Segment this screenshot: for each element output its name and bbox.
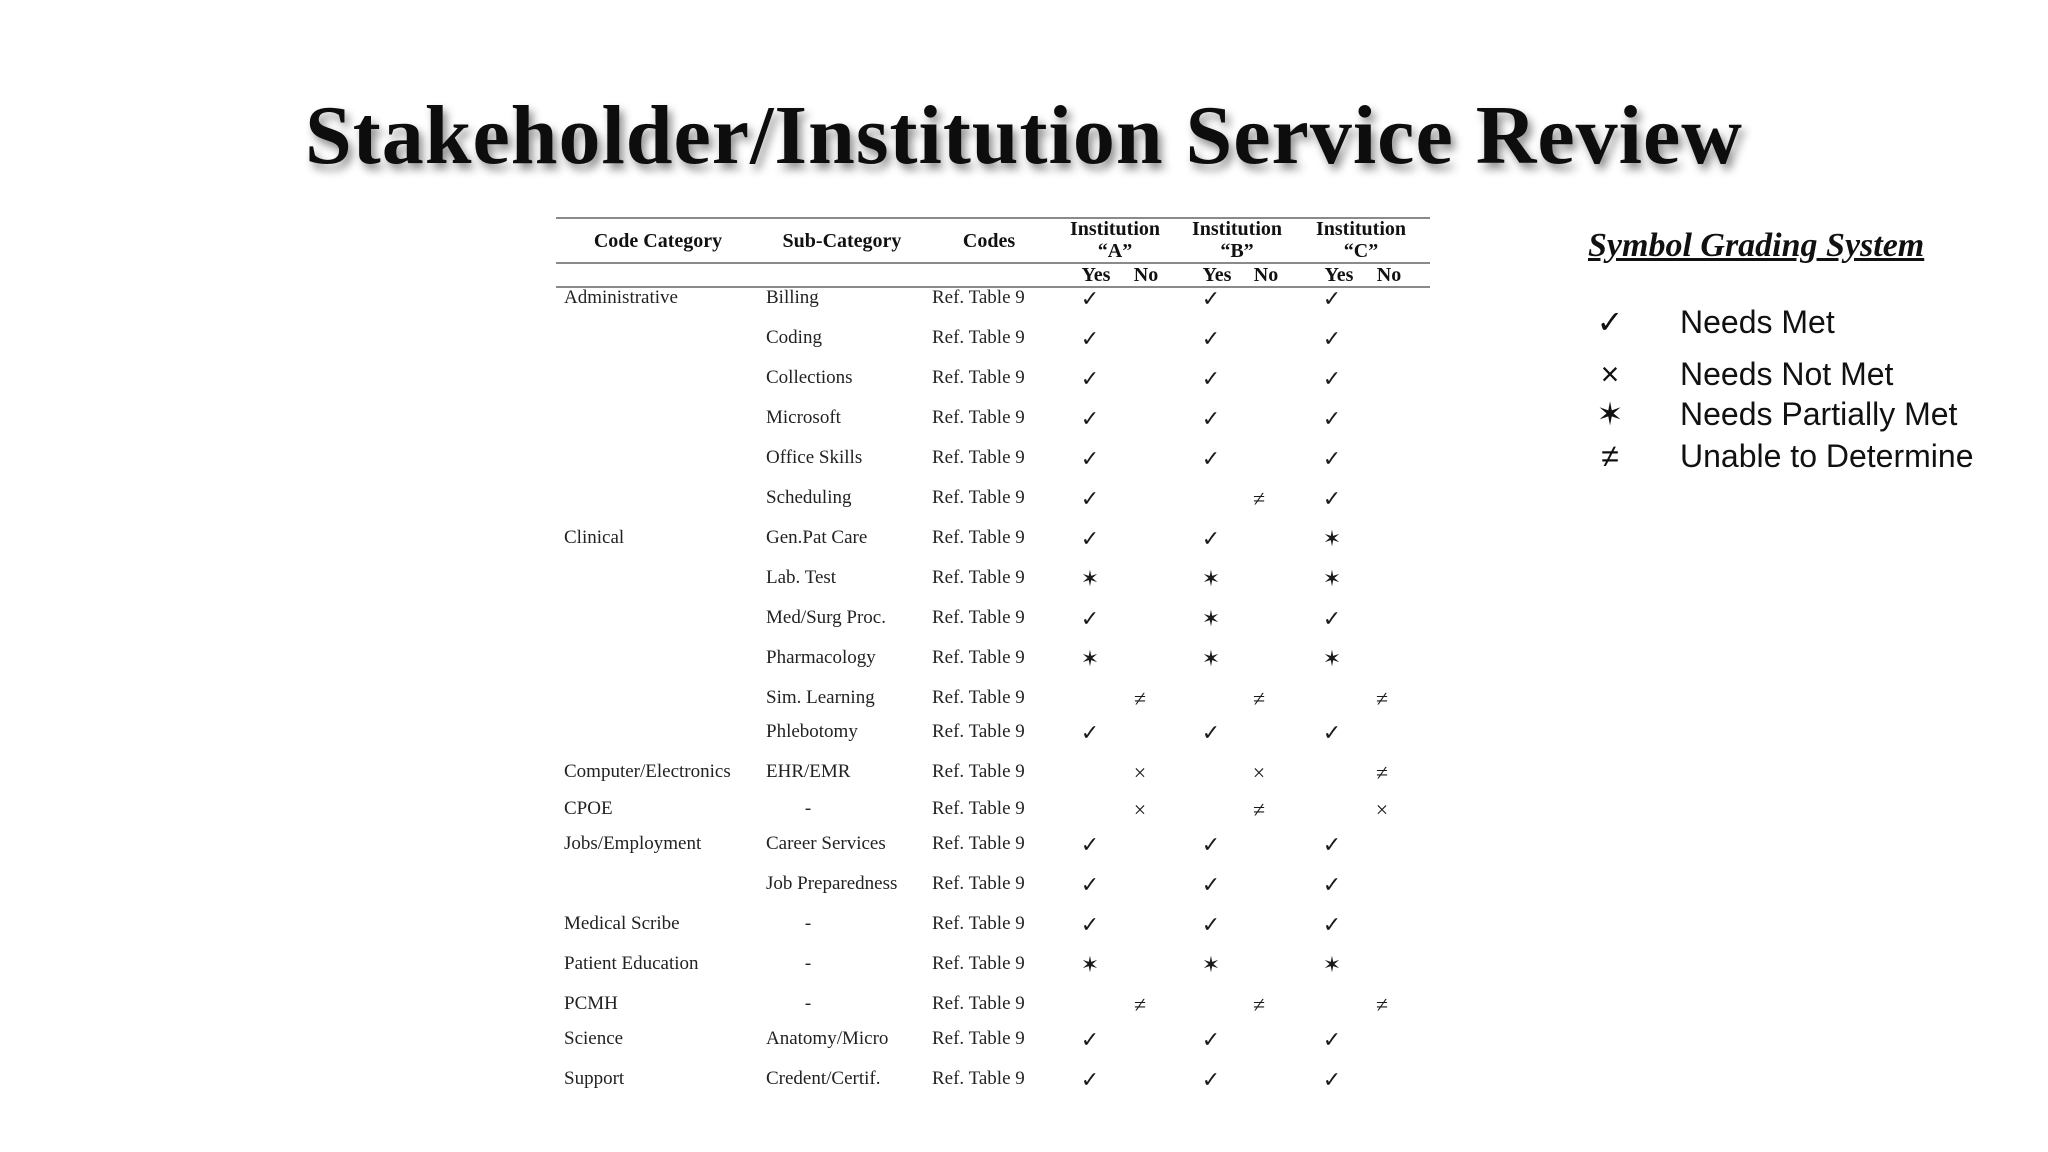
institution-c-mark: ≠ xyxy=(1375,992,1389,1017)
institution-a-mark: ✓ xyxy=(1080,872,1100,897)
institution-a-mark: ✶ xyxy=(1080,952,1100,977)
asterisk-icon: ✶ xyxy=(1596,396,1624,432)
header-a-no: No xyxy=(1133,264,1159,286)
institution-b-mark: ✓ xyxy=(1201,526,1221,551)
header-institution-b xyxy=(1176,218,1298,262)
checkmark-icon: ✓ xyxy=(1596,304,1624,340)
legend-label: Unable to Determine xyxy=(1680,438,1974,474)
cell-sub-category: Career Services xyxy=(766,833,886,854)
cell-code: Ref. Table 9 xyxy=(932,647,1025,668)
cell-code-category: Support xyxy=(564,1068,625,1089)
legend-label: Needs Met xyxy=(1680,304,1835,340)
header-a-yes: Yes xyxy=(1081,264,1111,286)
institution-c-mark: ✓ xyxy=(1322,872,1342,897)
cell-code: Ref. Table 9 xyxy=(932,527,1025,548)
header-b-no: No xyxy=(1253,264,1279,286)
cell-sub-category: Gen.Pat Care xyxy=(766,527,868,548)
cell-sub-category: Med/Surg Proc. xyxy=(766,607,886,628)
header-institution-a xyxy=(1054,218,1176,262)
cell-code: Ref. Table 9 xyxy=(932,287,1025,308)
institution-a-mark: ✓ xyxy=(1080,446,1100,471)
legend-item xyxy=(1588,356,1894,392)
institution-a-mark: ✓ xyxy=(1080,720,1100,745)
institution-c-mark: ≠ xyxy=(1375,686,1389,711)
institution-a-mark: ✓ xyxy=(1080,1027,1100,1052)
cell-code-category: PCMH xyxy=(564,993,618,1014)
institution-b-mark: ≠ xyxy=(1252,486,1266,511)
cell-code-category: CPOE xyxy=(564,798,613,819)
institution-c-mark: ✶ xyxy=(1322,646,1342,671)
header-institution-b-line2: “B” xyxy=(1220,240,1254,262)
cell-sub-category: Microsoft xyxy=(766,407,841,428)
cell-sub-category: - xyxy=(804,798,812,819)
cell-code: Ref. Table 9 xyxy=(932,327,1025,348)
header-sub-category: Sub-Category xyxy=(782,230,902,252)
institution-b-mark: ✓ xyxy=(1201,1067,1221,1092)
institution-b-mark: ✓ xyxy=(1201,446,1221,471)
institution-c-mark: ✓ xyxy=(1322,720,1342,745)
cell-sub-category: Sim. Learning xyxy=(766,687,875,708)
legend-label: Needs Not Met xyxy=(1680,356,1894,392)
legend-label: Needs Partially Met xyxy=(1680,396,1958,432)
cell-sub-category: Lab. Test xyxy=(766,567,837,588)
institution-b-mark: ≠ xyxy=(1252,686,1266,711)
cell-sub-category: - xyxy=(804,993,812,1014)
cell-code: Ref. Table 9 xyxy=(932,567,1025,588)
institution-c-mark: ✶ xyxy=(1322,566,1342,591)
cell-code-category: Clinical xyxy=(564,527,625,548)
cell-code: Ref. Table 9 xyxy=(932,721,1025,742)
institution-a-mark: × xyxy=(1133,760,1147,785)
cell-code: Ref. Table 9 xyxy=(932,487,1025,508)
legend-item xyxy=(1588,304,1835,340)
cell-sub-category: Scheduling xyxy=(766,487,852,508)
institution-b-mark: ✶ xyxy=(1201,646,1221,671)
institution-a-mark: ✓ xyxy=(1080,366,1100,391)
cell-code: Ref. Table 9 xyxy=(932,913,1025,934)
institution-c-mark: ✓ xyxy=(1322,606,1342,631)
cell-sub-category: Pharmacology xyxy=(766,647,876,668)
cell-code-category: Medical Scribe xyxy=(564,913,680,934)
legend-item xyxy=(1588,438,1974,474)
institution-c-mark: ✶ xyxy=(1322,526,1342,551)
cell-code: Ref. Table 9 xyxy=(932,873,1025,894)
cell-sub-category: Collections xyxy=(766,367,853,388)
cross-icon: × xyxy=(1600,356,1620,392)
cell-code: Ref. Table 9 xyxy=(932,447,1025,468)
cell-code: Ref. Table 9 xyxy=(932,607,1025,628)
cell-code-category: Computer/Electronics xyxy=(564,761,731,782)
header-institution-c-line2: “C” xyxy=(1343,240,1379,262)
cell-sub-category: Credent/Certif. xyxy=(766,1068,881,1089)
cell-code: Ref. Table 9 xyxy=(932,407,1025,428)
symbol-legend xyxy=(1588,226,2028,474)
institution-a-mark: ✓ xyxy=(1080,832,1100,857)
legend-item xyxy=(1588,396,1958,432)
cell-sub-category: - xyxy=(804,913,812,934)
institution-b-mark: ✓ xyxy=(1201,406,1221,431)
institution-b-mark: ≠ xyxy=(1252,992,1266,1017)
institution-c-mark: ✶ xyxy=(1322,952,1342,977)
institution-b-mark: ✓ xyxy=(1201,326,1221,351)
header-institution-a-line1: Institution xyxy=(1069,218,1161,240)
institution-a-mark: ✓ xyxy=(1080,606,1100,631)
cell-code: Ref. Table 9 xyxy=(932,798,1025,819)
cell-code: Ref. Table 9 xyxy=(932,1068,1025,1089)
institution-a-mark: × xyxy=(1133,797,1147,822)
cell-code: Ref. Table 9 xyxy=(932,993,1025,1014)
institution-c-mark: ✓ xyxy=(1322,1067,1342,1092)
institution-b-mark: ≠ xyxy=(1252,797,1266,822)
cell-sub-category: Job Preparedness xyxy=(766,873,898,894)
institution-c-mark: ✓ xyxy=(1322,446,1342,471)
institution-b-mark: ✶ xyxy=(1201,566,1221,591)
institution-a-mark: ✓ xyxy=(1080,406,1100,431)
cell-sub-category: Phlebotomy xyxy=(766,721,858,742)
legend-title: Symbol Grading System xyxy=(1588,227,1925,264)
institution-a-mark: ✓ xyxy=(1080,326,1100,351)
header-institution-c-line1: Institution xyxy=(1315,218,1407,240)
institution-c-mark: ✓ xyxy=(1322,912,1342,937)
header-institution-a-line2: “A” xyxy=(1097,240,1133,262)
not-equal-icon: ≠ xyxy=(1601,438,1619,474)
cell-code: Ref. Table 9 xyxy=(932,367,1025,388)
institution-b-mark: ✓ xyxy=(1201,286,1221,311)
header-b-yes: Yes xyxy=(1202,264,1232,286)
institution-c-mark: ✓ xyxy=(1322,486,1342,511)
header-c-yes: Yes xyxy=(1324,264,1354,286)
table-top-rule xyxy=(556,217,1430,219)
institution-c-mark: ✓ xyxy=(1322,366,1342,391)
page-title: Stakeholder/Institution Service Review xyxy=(305,89,1743,182)
institution-a-mark: ✶ xyxy=(1080,566,1100,591)
cell-code-category: Patient Education xyxy=(564,953,699,974)
cell-sub-category: Billing xyxy=(766,287,819,308)
institution-b-mark: ✶ xyxy=(1201,606,1221,631)
institution-b-mark: ✓ xyxy=(1201,720,1221,745)
institution-a-mark: ✶ xyxy=(1080,646,1100,671)
cell-sub-category: - xyxy=(804,953,812,974)
cell-code-category: Jobs/Employment xyxy=(564,833,702,854)
table-header-rule xyxy=(556,262,1430,264)
institution-c-mark: ✓ xyxy=(1322,1027,1342,1052)
cell-sub-category: EHR/EMR xyxy=(766,761,851,782)
institution-c-mark: ✓ xyxy=(1322,832,1342,857)
institution-a-mark: ≠ xyxy=(1133,686,1147,711)
cell-sub-category: Office Skills xyxy=(766,447,863,468)
header-codes: Codes xyxy=(962,230,1016,252)
cell-code-category: Administrative xyxy=(564,287,678,308)
institution-b-mark: ✓ xyxy=(1201,912,1221,937)
cell-code: Ref. Table 9 xyxy=(932,953,1025,974)
header-institution-b-line1: Institution xyxy=(1191,218,1283,240)
cell-code: Ref. Table 9 xyxy=(932,761,1025,782)
institution-a-mark: ✓ xyxy=(1080,1067,1100,1092)
institution-c-mark: ≠ xyxy=(1375,760,1389,785)
institution-b-mark: ✓ xyxy=(1201,872,1221,897)
institution-c-mark: ✓ xyxy=(1322,406,1342,431)
cell-sub-category: Anatomy/Micro xyxy=(766,1028,889,1049)
cell-code-category: Science xyxy=(564,1028,624,1049)
institution-c-mark: ✓ xyxy=(1322,326,1342,351)
cell-code: Ref. Table 9 xyxy=(932,1028,1025,1049)
institution-a-mark: ✓ xyxy=(1080,912,1100,937)
institution-b-mark: ✓ xyxy=(1201,1027,1221,1052)
institution-a-mark: ✓ xyxy=(1080,286,1100,311)
institution-b-mark: ✓ xyxy=(1201,366,1221,391)
header-institution-c xyxy=(1300,218,1422,262)
institution-c-mark: ✓ xyxy=(1322,286,1342,311)
cell-code: Ref. Table 9 xyxy=(932,833,1025,854)
header-c-no: No xyxy=(1376,264,1402,286)
institution-b-mark: ✓ xyxy=(1201,832,1221,857)
institution-a-mark: ✓ xyxy=(1080,526,1100,551)
institution-c-mark: × xyxy=(1375,797,1389,822)
institution-b-mark: ✶ xyxy=(1201,952,1221,977)
cell-sub-category: Coding xyxy=(766,327,822,348)
cell-code: Ref. Table 9 xyxy=(932,687,1025,708)
institution-a-mark: ≠ xyxy=(1133,992,1147,1017)
institution-a-mark: ✓ xyxy=(1080,486,1100,511)
institution-b-mark: × xyxy=(1252,760,1266,785)
header-code-category: Code Category xyxy=(593,230,723,252)
